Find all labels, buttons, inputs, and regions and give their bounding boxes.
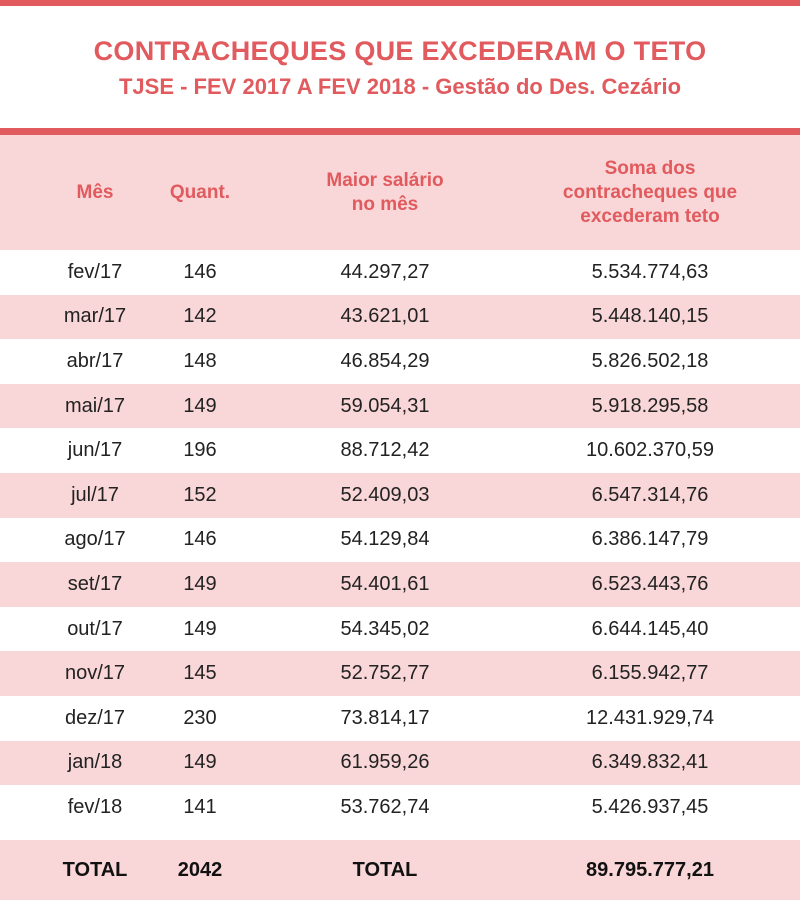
cell-quantity: 196: [183, 439, 217, 462]
cell-quantity: 230: [183, 706, 217, 729]
cell-sum: 10.602.370,59: [586, 439, 714, 462]
total-sum: 89.795.777,21: [586, 858, 714, 881]
cell-month: abr/17: [66, 349, 124, 372]
cell-month: mar/17: [63, 305, 127, 328]
total-label: TOTAL: [62, 858, 128, 881]
cell-month: set/17: [67, 572, 123, 595]
table-row: [0, 518, 800, 563]
cell-sum: 5.918.295,58: [591, 394, 709, 417]
table-row: [0, 295, 800, 340]
cell-month: out/17: [67, 617, 123, 640]
cell-highest-salary: 54.345,02: [340, 617, 430, 640]
cell-sum: 6.155.942,77: [591, 662, 709, 685]
total-label-2: TOTAL: [352, 858, 418, 881]
cell-highest-salary: 59.054,31: [340, 394, 430, 417]
cell-sum: 6.644.145,40: [591, 617, 709, 640]
cell-quantity: 152: [183, 483, 217, 506]
table-row: [0, 741, 800, 786]
cell-month: jul/17: [71, 483, 119, 506]
cell-sum: 5.448.140,15: [591, 305, 709, 328]
cell-quantity: 149: [183, 394, 217, 417]
column-header-sum: Soma dos contracheques que excederam teto: [562, 157, 738, 227]
cell-quantity: 142: [183, 305, 217, 328]
cell-highest-salary: 44.297,27: [340, 260, 430, 283]
table-row: [0, 428, 800, 473]
cell-sum: 5.826.502,18: [591, 349, 709, 372]
total-row: [0, 840, 800, 900]
cell-sum: 5.534.774,63: [591, 260, 709, 283]
header-divider: [0, 128, 800, 135]
cell-highest-salary: 54.129,84: [340, 528, 430, 551]
cell-month: dez/17: [64, 706, 126, 729]
cell-month: jun/17: [67, 439, 123, 462]
cell-quantity: 146: [183, 260, 217, 283]
cell-quantity: 149: [183, 617, 217, 640]
cell-quantity: 146: [183, 528, 217, 551]
column-header-quantity: Quant.: [169, 181, 231, 203]
cell-quantity: 148: [183, 349, 217, 372]
cell-month: ago/17: [64, 528, 126, 551]
salary-table: [0, 135, 800, 900]
cell-sum: 12.431.929,74: [586, 706, 714, 729]
cell-sum: 6.547.314,76: [591, 483, 709, 506]
cell-quantity: 141: [183, 795, 217, 818]
table-row: [0, 473, 800, 518]
cell-sum: 6.523.443,76: [591, 572, 709, 595]
cell-highest-salary: 46.854,29: [340, 349, 430, 372]
cell-highest-salary: 52.409,03: [340, 483, 430, 506]
table-row: [0, 607, 800, 652]
table-row: [0, 696, 800, 741]
table-row: [0, 562, 800, 607]
cell-highest-salary: 61.959,26: [340, 751, 430, 774]
cell-sum: 6.349.832,41: [591, 751, 709, 774]
cell-highest-salary: 54.401,61: [340, 572, 430, 595]
cell-highest-salary: 52.752,77: [340, 662, 430, 685]
table-row: [0, 250, 800, 295]
title-block: [0, 6, 800, 128]
cell-sum: 6.386.147,79: [591, 528, 709, 551]
cell-month: nov/17: [64, 662, 126, 685]
table-body: [0, 250, 800, 830]
cell-quantity: 149: [183, 572, 217, 595]
page-subtitle: TJSE - FEV 2017 A FEV 2018 - Gestão do Des. Cezário: [118, 74, 682, 99]
column-header-month: Mês: [76, 181, 114, 203]
cell-month: fev/17: [67, 260, 123, 283]
cell-month: jan/18: [67, 751, 123, 774]
table-row: [0, 384, 800, 429]
cell-highest-salary: 43.621,01: [340, 305, 430, 328]
table-row: [0, 651, 800, 696]
column-header-highest-salary: Maior salário no mês: [326, 169, 444, 215]
cell-quantity: 149: [183, 751, 217, 774]
table-header: [0, 135, 800, 250]
page-title: CONTRACHEQUES QUE EXCEDERAM O TETO: [93, 36, 707, 66]
table-row: [0, 339, 800, 384]
total-quantity: 2042: [177, 858, 223, 881]
table-row: [0, 785, 800, 830]
cell-quantity: 145: [183, 662, 217, 685]
cell-highest-salary: 73.814,17: [340, 706, 430, 729]
cell-highest-salary: 88.712,42: [340, 439, 430, 462]
cell-sum: 5.426.937,45: [591, 795, 709, 818]
cell-month: mai/17: [64, 394, 126, 417]
cell-highest-salary: 53.762,74: [340, 795, 430, 818]
cell-month: fev/18: [67, 795, 123, 818]
